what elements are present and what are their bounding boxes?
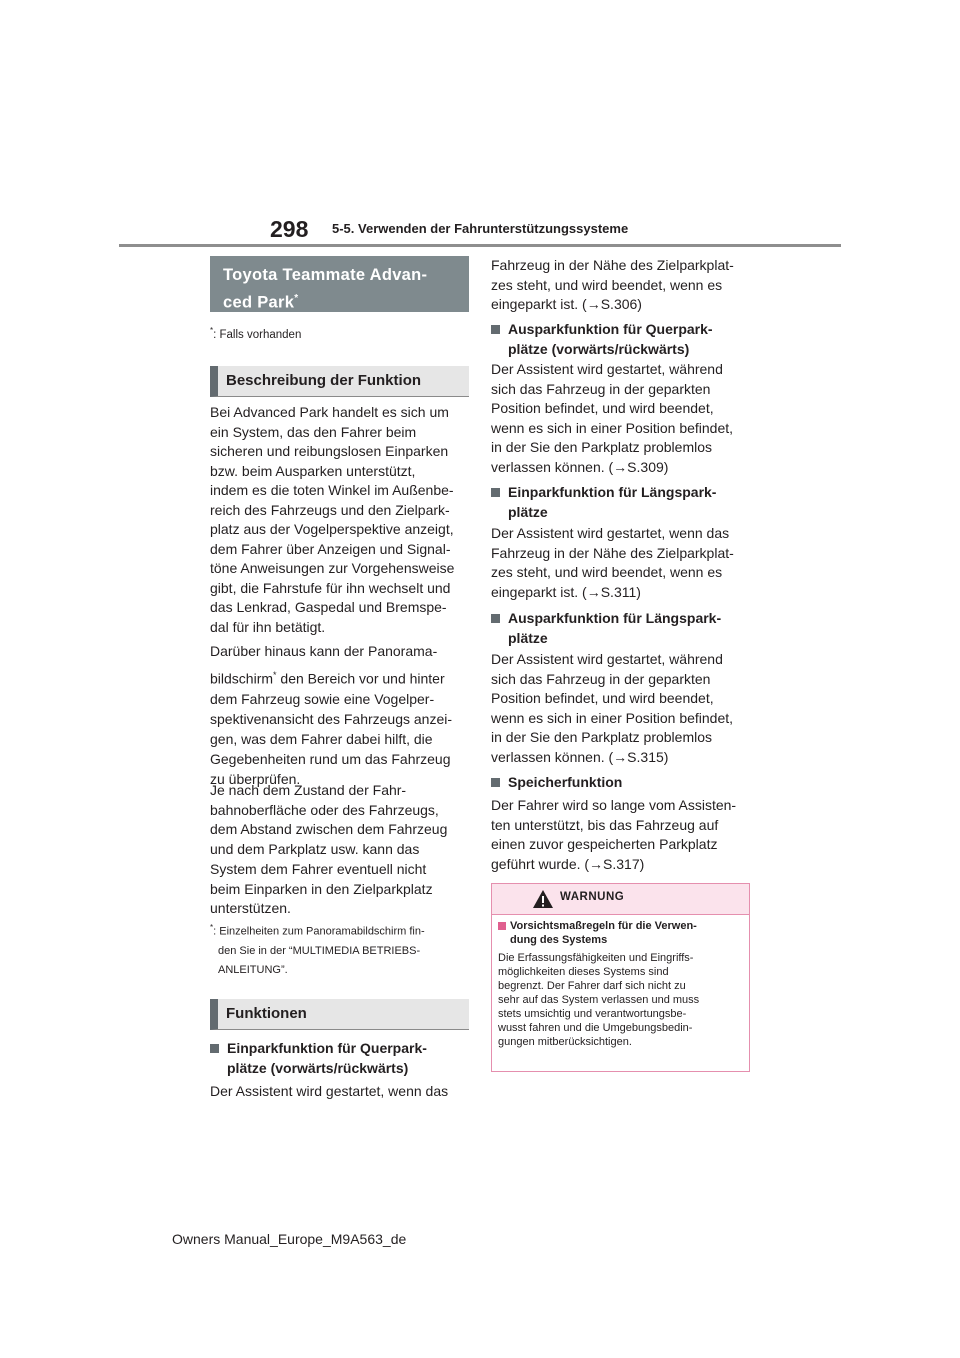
panorama-paragraph: Darüber hinaus kann der Panorama- bildschirm* den Bereich vor und hinter dem Fahrzeug sowie eine Vogelper- spektivenansicht des Fahrzeugs anzei- gen, was dem Fahrer dabei hilft, die Gegebenheiten rund um das Fahrzeug zu überprüfen.	[210, 643, 453, 787]
bullet-square	[498, 922, 506, 930]
function-item-title: Ausparkfunktion für Längspark- plätze	[491, 609, 753, 648]
panorama-footnote-mark: *	[273, 670, 277, 680]
panorama-footnote: *: Einzelheiten zum Panoramabildschirm fin- den Sie in der “MULTIMEDIA BETRIEBS- ANLEITUNG”.	[210, 923, 425, 976]
section-title	[210, 256, 469, 312]
header-divider	[119, 244, 841, 247]
function-item-title: Ausparkfunktion für Querpark- plätze (vorwärts/rückwärts)	[491, 320, 753, 359]
heading-functions: Funktionen	[210, 999, 469, 1030]
function-item-text-continued: Fahrzeug in der Nähe des Zielparkplat- zes steht, und wird beendet, wenn es eingeparkt ist. (→S.306)	[491, 257, 734, 312]
section-header: 5-5. Verwenden der Fahrunterstützungssysteme	[332, 221, 629, 236]
limitation-paragraph: Je nach dem Zustand der Fahr- bahnoberfläche oder des Fahrzeugs, dem Abstand zwischen dem Fahrzeug und dem Parkplatz usw. kann das System dem Fahrer eventuell nicht beim Einparken in den Zielparkplatz unterstützen.	[210, 782, 448, 917]
bullet-square	[491, 614, 500, 623]
function-item-title: Einparkfunktion für Querpark- plätze (vorwärts/rückwärts)	[210, 1039, 472, 1078]
description-paragraph: Bei Advanced Park handelt es sich um ein System, das den Fahrer beim sicheren und reibungslosen Einparken bzw. beim Ausparken unterstützt, indem es die toten Winkel im Außenbe- reich des Fahrzeugs und den Zielpark- platz aus der Vogelperspektive anzeigt, dem Fahrer über Anzeigen und Signal- töne Anweisungen zur Vorgehensweise gibt, die Fahrstufe für ihn wechselt und das Lenkrad, Gaspedal und Bremspe- dal für ihn betätigt.	[210, 404, 455, 635]
section-title-line-1: Toyota Teammate Advan-	[223, 266, 428, 284]
function-item-text: Der Assistent wird gestartet, wenn das	[210, 1083, 449, 1099]
warning-title: WARNUNG	[560, 891, 625, 903]
function-item-text: Der Assistent wird gestartet, während sich das Fahrzeug in der geparkten Position befindet, und wird beendet, wenn es sich in einer Position befindet, in der Sie den Parkplatz problemlos verlassen können. (→S.309)	[491, 361, 734, 475]
bullet-square	[491, 778, 500, 787]
function-item-title: Einparkfunktion für Längspark- plätze	[491, 483, 753, 522]
function-item-text: Der Assistent wird gestartet, wenn das Fahrzeug in der Nähe des Zielparkplat- zes steht, und wird beendet, wenn es eingeparkt ist. (→S.311)	[491, 525, 734, 600]
warning-box	[491, 883, 750, 1072]
heading-description: Beschreibung der Funktion	[210, 366, 469, 397]
section-title-line-2: ced Park*	[223, 293, 299, 312]
warning-header	[492, 884, 749, 915]
bullet-square	[210, 1044, 219, 1053]
warning-body: Die Erfassungsfähigkeiten und Eingriffs- möglichkeiten dieses Systems sind begrenzt. Der Fahrer darf sich nicht zu sehr auf das System verlassen und muss stets umsichtig und verantwortungsbe- wusst fahren und die Umgebungsbedin- gungen mitberücksichtigen.	[498, 952, 700, 1048]
function-item-text: Der Fahrer wird so lange vom Assisten- ten unterstützt, bis das Fahrzeug auf einen zuvor gespeicherten Parkplatz geführt wurde. (→S.317)	[491, 797, 737, 872]
function-item-title: Speicherfunktion	[491, 773, 753, 793]
bullet-square	[491, 488, 500, 497]
warning-item-title: Vorsichtsmaßregeln für die Verwen- dung des Systems	[498, 919, 750, 947]
page-number: 298	[270, 216, 309, 242]
title-footnote-mark: *	[294, 293, 299, 304]
footer-text: Owners Manual_Europe_M9A563_de	[172, 1231, 407, 1247]
availability-note: *: Falls vorhanden	[210, 326, 302, 341]
function-item-text: Der Assistent wird gestartet, während sich das Fahrzeug in der geparkten Position befindet, und wird beendet, wenn es sich in einer Position befindet, in der Sie den Parkplatz problemlos verlassen können. (→S.315)	[491, 651, 734, 765]
bullet-square	[491, 325, 500, 334]
warning-triangle-icon	[532, 889, 554, 909]
